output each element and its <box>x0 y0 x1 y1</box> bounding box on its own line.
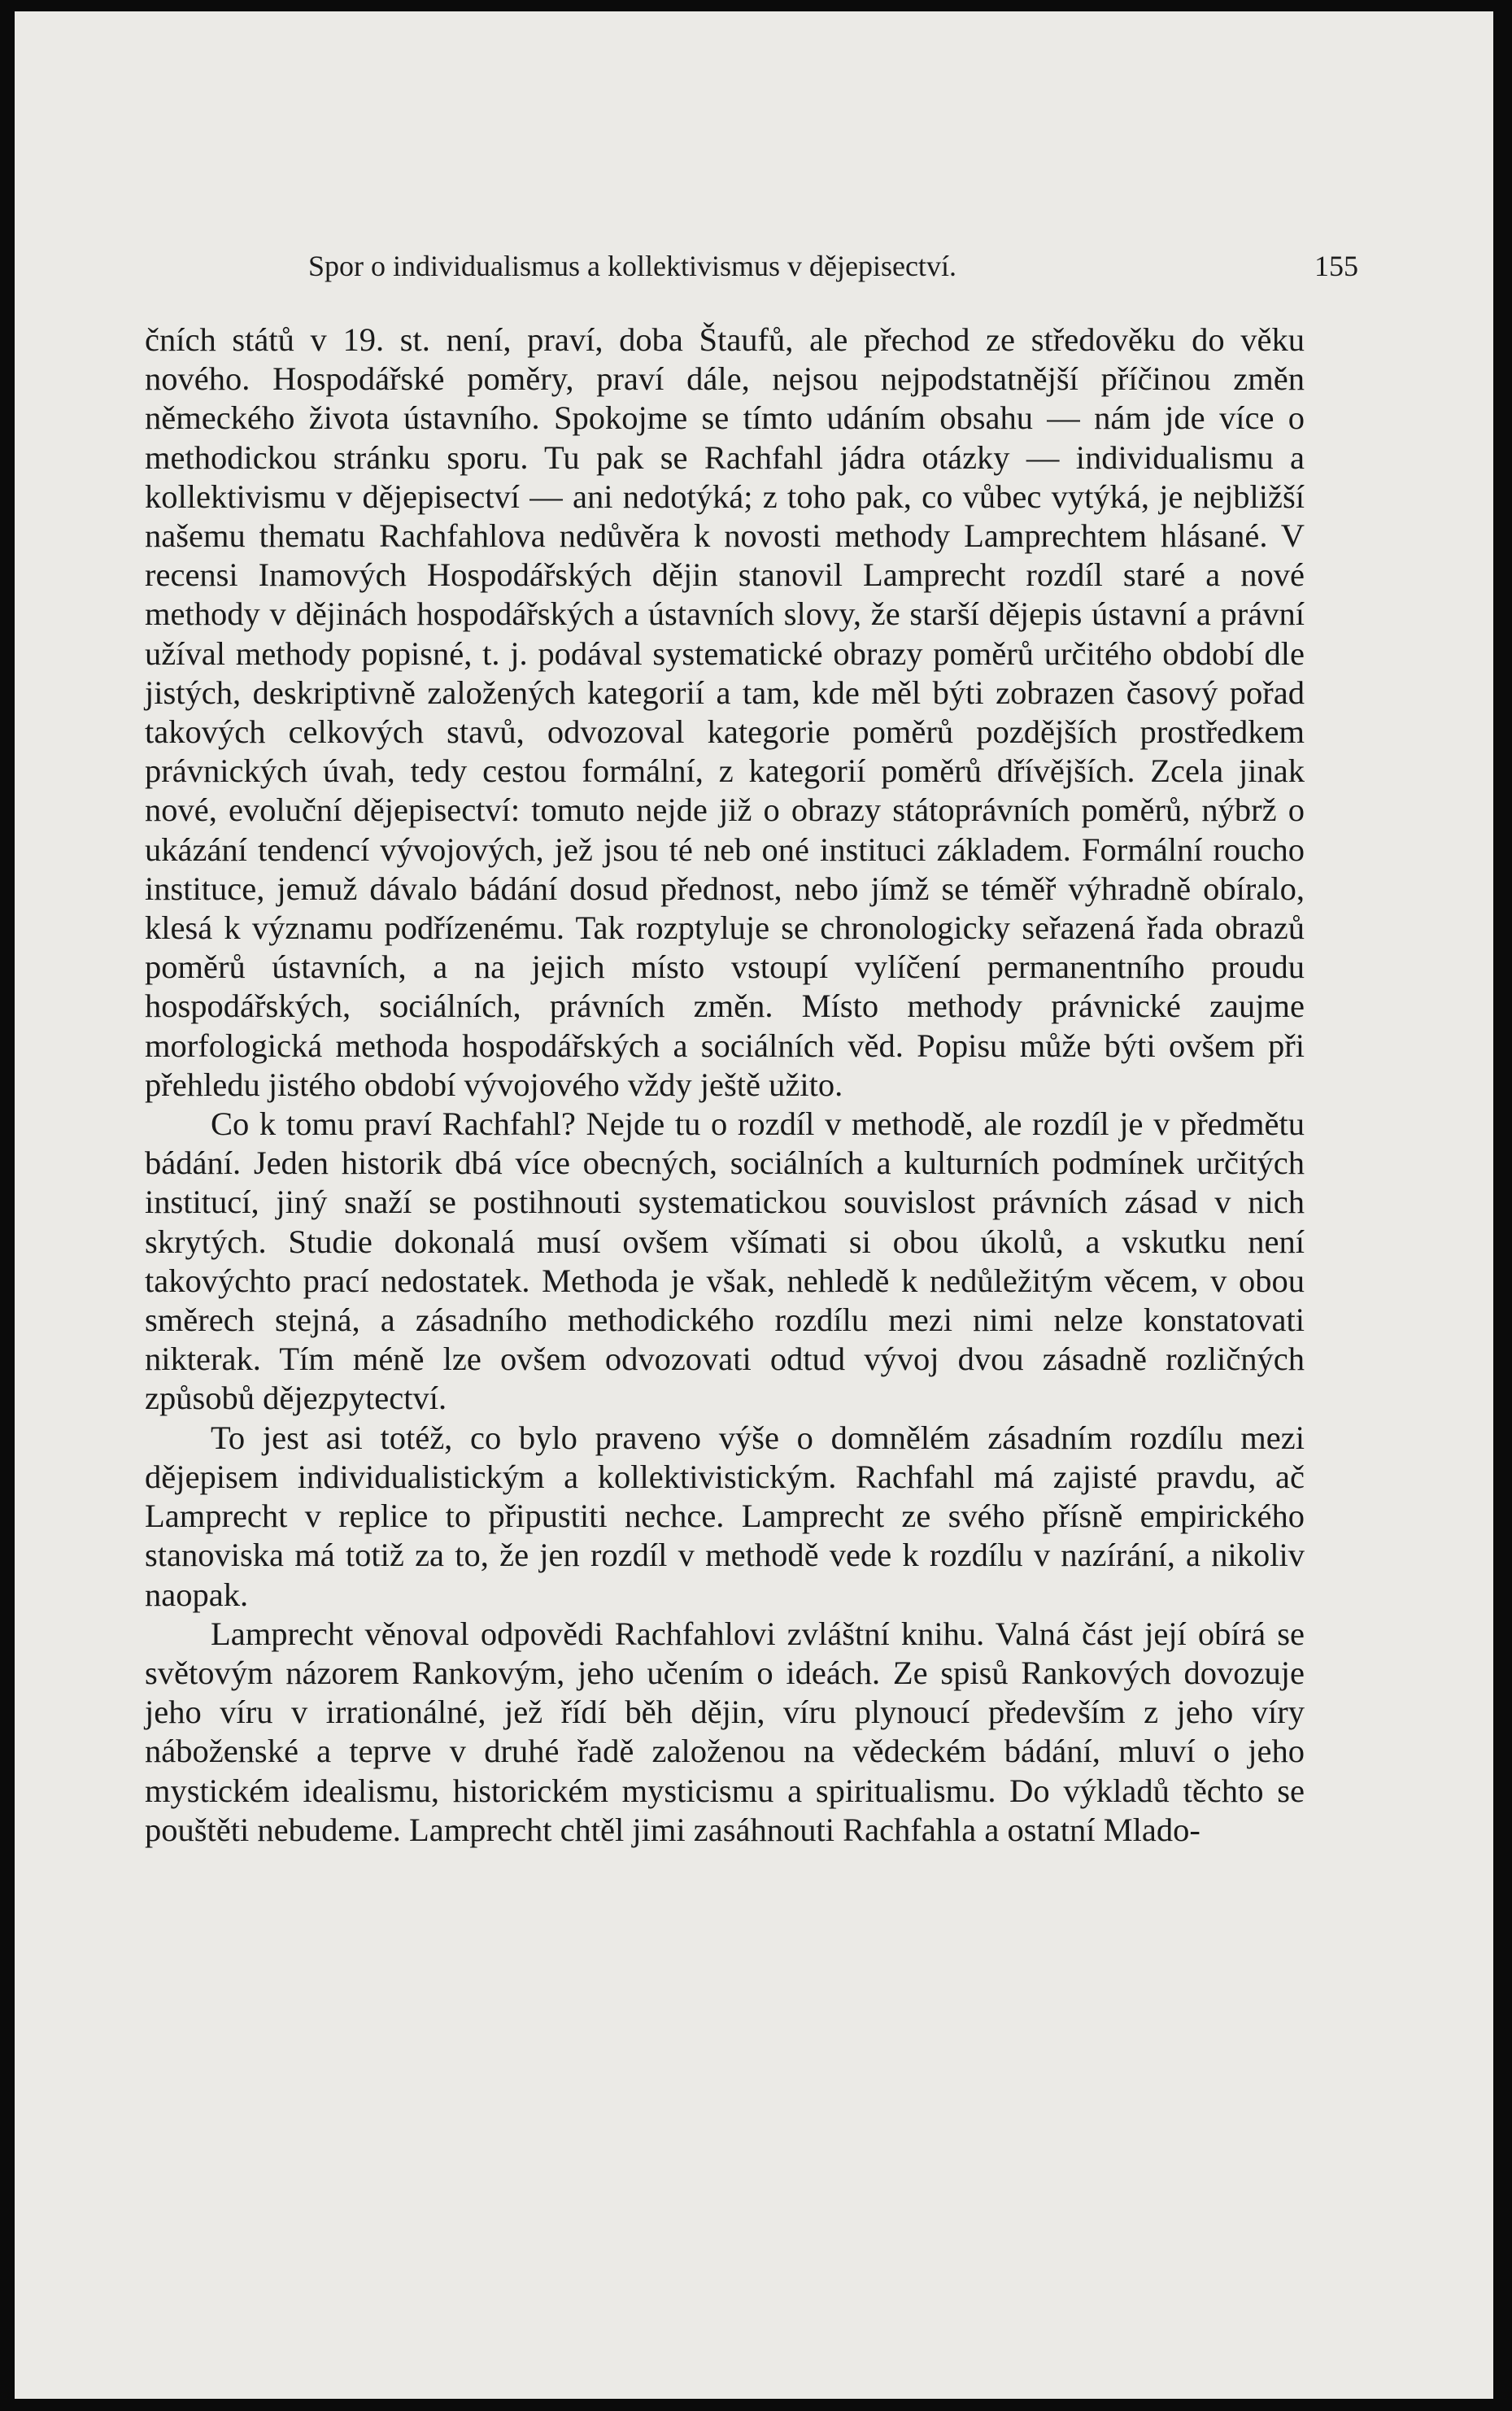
paragraph: Co k tomu praví Rachfahl? Nejde tu o rozdíl v methodě, ale rozdíl je v předmětu bádání. Jeden historik dbá více obecných, sociálních a kulturních podmínek určitých institucí, jiný snaží se postihnouti systematickou souvislost právních zásad v nich skrytých. Studie dokonalá musí ovšem všímati si obou úkolů, a vskutku není takovýchto prací nedostatek. Methoda je však, nehledě k nedůležitým věcem, v obou směrech stejná, a zásadního methodického rozdílu mezi nimi nelze konstatovati nikterak. Tím méně lze ovšem odvozovati odtud vývoj dvou zásadně rozličných způsobů dějezpytectví. <box>145 1105 1305 1417</box>
book-page <box>15 11 1493 2399</box>
page-header <box>15 249 1493 293</box>
page-number: 155 <box>1314 250 1358 282</box>
running-head: Spor o individualismus a kollektivismus v dějepisectví. <box>308 250 956 282</box>
paragraph: To jest asi totéž, co bylo praveno výše o domnělém zásadním rozdílu mezi dějepisem individualistickým a kollektivistickým. Rachfahl má zajisté pravdu, ač Lamprecht v replice to připustiti nechce. Lamprecht ze svého přísně empirického stanoviska má totiž za to, že jen rozdíl v methodě vede k rozdílu v nazírání, a nikoliv naopak. <box>145 1419 1305 1613</box>
body-text <box>145 320 1305 1850</box>
paragraph: čních států v 19. st. není, praví, doba Štaufů, ale přechod ze středověku do věku nového. Hospodářské poměry, praví dále, nejsou nejpodstatnější příčinou změn německého života ústavního. Spokojme se tímto udáním obsahu — nám jde více o methodickou stránku sporu. Tu pak se Rachfahl jádra otázky — individualismu a kollektivismu v dějepisectví — ani nedotýká; z toho pak, co vůbec vytýká, je nejbližší našemu thematu Rachfahlova nedůvěra k novosti methody Lamprechtem hlásané. V recensi Inamových Hospodářských dějin stanovil Lamprecht rozdíl staré a nové methody v dějinách hospodářských a ústavních slovy, že starší dějepis ústavní a právní užíval methody popisné, t. j. podával systematické obrazy poměrů určitého období dle jistých, deskriptivně založených kategorií a tam, kde měl býti zobrazen časový pořad takových celkových stavů, odvozoval kategorie poměrů pozdějších prostředkem právnických úvah, tedy cestou formální, z kategorií poměrů dřívějších. Zcela jinak nové, evoluční dějepisectví: tomuto nejde již o obrazy státoprávních poměrů, nýbrž o ukázání tendencí vývojových, jež jsou té neb oné instituci základem. Formální roucho instituce, jemuž dávalo bádání dosud přednost, nebo jímž se téměř výhradně obíralo, klesá k významu podřízenému. Tak rozptyluje se chronologicky seřazená řada obrazů poměrů ústavních, a na jejich místo vstoupí vylíčení permanentního proudu hospodářských, sociálních, právních změn. Místo methody právnické zaujme morfologická methoda hospodářských a sociálních věd. Popisu může býti ovšem při přehledu jistého období vývojového vždy ještě užito. <box>145 321 1305 1103</box>
paragraph: Lamprecht věnoval odpovědi Rachfahlovi zvláštní knihu. Valná část její obírá se světovým názorem Rankovým, jeho učením o ideách. Ze spisů Rankových dovozuje jeho víru v irrationálné, jež řídí běh dějin, víru plynoucí především z jeho víry náboženské a teprve v druhé řadě založenou na vědeckém bádání, mluví o jeho mystickém idealismu, historickém mysticismu a spiritualismu. Do výkladů těchto se pouštěti nebudeme. Lamprecht chtěl jimi zasáhnouti Rachfahla a ostatní Mlado- <box>145 1615 1305 1848</box>
